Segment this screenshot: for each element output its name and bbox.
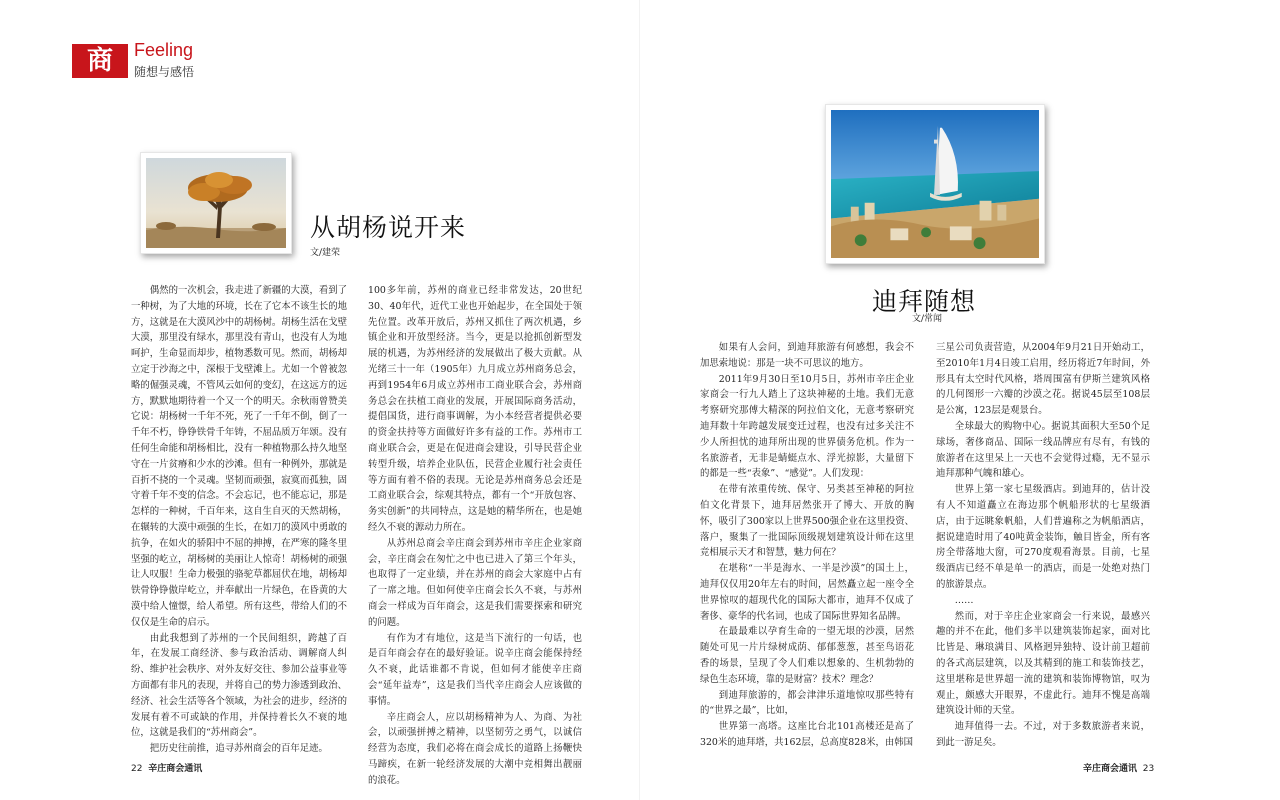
paragraph: 然而，对于辛庄企业家商会一行来说，最感兴趣的并不在此，他们多半以建筑装饰起家，面对比比皆是、琳琅满目、风格迥异独特、设计前卫超前的各式高层建筑，以及其精到的施工和装饰技艺，这里堪称是世界超一流的建筑和装饰博物馆，叹为观止，颇感大开眼界，不虚此行。迪拜不愧是高端建筑设计师的天堂。 xyxy=(936,610,1150,717)
populus-tree-photo xyxy=(140,152,292,254)
right-article-title: 迪拜随想 xyxy=(872,287,977,316)
page-number: 23 xyxy=(1142,764,1155,774)
right-article-column-2 xyxy=(936,340,1150,751)
section-title: Feeling xyxy=(134,40,194,60)
paragraph: 偶然的一次机会，我走进了新疆的大漠，看到了一种树，为了大地的环境，长在了它本不该生长的地方，这就是在大漠风沙中的胡杨树。胡杨生活在戈壁大漠，那里没有绿水，那里没有青山，也没有人为地呵护，生命显而却步，植物悉数可见。然而，胡杨却立定于沙海之中，深根于戈壁滩上。尤如一个曾被忽略的倔强灵魂，不管风云如何的变幻，在这远方的远方，默默地期待着一个又一个的明天。余秋雨曾赞美它说：胡杨树一千年不死，死了一千年不倒，倒了一千年不朽，铮铮铁骨千年铸，不屈品质万年颂。没有任何生命能和胡杨相比，没有一种植物那么持久地坚守在一片贫瘠和少水的沙滩。但有一种例外，那就是百折不挠的一个灵魂。坚韧而顽强，寂寞而孤独，固守着千年不变的信念。不会忘记，也不能忘记，那是怎样的一种树，千百年来，这自生自灭的天然胡杨，在辗转的大漠中顽强的生长，在如刀的漠风中勇敢的抗争，在如火的骄阳中不屈的抻搏，在严寒的隆冬里坚强的屹立，胡杨树的美丽让人惊奇！胡杨树的顽强让人叹服！生命力极强的骆驼草都屈伏在地，胡杨却铁骨铮铮傲岸屹立，并奉献出一片绿色，在昏黄的大漠中给人憧憬，给人希望。所有这些，带给人们的不仅仅是生命的启示。 xyxy=(131,285,347,628)
paragraph: 在堪称“一半是海水、一半是沙漠”的国土上，迪拜仅仅用20年左右的时间，居然矗立起一座令全世界惊叹的超现代化的国际大都市，迪拜不仅成了奢侈、豪华的代名词，也成了国际世界知名品牌。 xyxy=(700,563,914,622)
paragraph: 由此我想到了苏州的一个民间组织，跨越了百年，在发展工商经济、参与政治活动、调解商人纠纷、维护社会秩序、对外友好交往、参加公益事业等方面都有非凡的表现，并将自己的势力渗透到政治、经济、社会生活等各个领域，为社会的进步，经济的发展有着不可或缺的作用，并保持着长久不衰的地位，这就是我们的“苏州商会”。 xyxy=(131,632,347,739)
left-folio xyxy=(131,761,202,774)
paragraph: 世界第一高塔。这座比台北101高楼还是高了320米的迪拜塔，共162层，总高度828米，由韩国 xyxy=(700,721,914,748)
paragraph: 辛庄商会人，应以胡杨精神为人、为商、为社会，以顽强拼搏之精神，以坚韧劳之勇气，以诚信经营为态度，我们必将在商会成长的道路上扬鞭快马蹄疾，在新一轮经济发展的大潮中竞相舞出靓丽的浪花。 xyxy=(368,711,582,786)
paragraph: 如果有人会问，到迪拜旅游有何感想，我会不加思索地说：那是一块不可思议的地方。 xyxy=(700,342,914,369)
section-subtitle: 随想与感悟 xyxy=(134,65,195,79)
paragraph: 把历史往前推，追寻苏州商会的百年足迹。 xyxy=(149,743,328,755)
paragraph: …… xyxy=(954,594,974,606)
left-article-column-2 xyxy=(368,283,582,789)
paragraph: 在最最难以孕育生命的一望无垠的沙漠，居然随处可见一片片绿树成荫、郁郁葱葱，甚至鸟语花香的场景，呈现了令人们难以想象的、生机勃勃的绿色生态环境，靠的是财富？技术？理念？ xyxy=(700,626,914,685)
paragraph: 100多年前，苏州的商业已经非常发达，20世纪30、40年代，近代工业也开始起步，在全国处于领先位置。改革开放后，苏州又抓住了两次机遇，乡镇企业和开放型经济。当今，更是以抢抓创新型发展的机遇，为苏州经济的发展做出了极大贡献。从光绪三十一年（1905年）九月成立苏州商务总会，再到1954年6月成立苏州市工商业联合会，苏州商务总会在扶植工商业的发展，开展国际商务活动，提倡国货，进行商事调解，为小本经营者提供必要的资金扶持等方面做好许多有益的工作。苏州市工商业联合会，更是在促进商会建设，引导民营企业转型升级，培养企业队伍，民营企业履行社会责任等方面有着不俗的表现。无论是苏州商务总会还是工商业联合会，综观其特点，都有一个“开放包容、务实创新”的共同特点，这是她的精华所在，也是她经久不衰的源动力所在。 xyxy=(368,285,582,533)
right-article-column-1 xyxy=(700,340,914,751)
paragraph: 从苏州总商会辛庄商会到苏州市辛庄企业家商会，辛庄商会在匆忙之中也已进入了第三个年头，也取得了一定业绩，并在苏州的商会大家庭中占有了一席之地。但如何使辛庄商会长久不衰，与苏州商会一样成为百年商会，这是我们需要探索和研究的问题。 xyxy=(368,537,582,628)
section-logo-icon: 商 xyxy=(72,44,128,78)
page-number: 22 xyxy=(131,764,143,774)
left-article-title: 从胡杨说开来 xyxy=(310,213,467,242)
paragraph: 有作为才有地位，这是当下流行的一句话，也是百年商会存在的最好验证。说辛庄商会能保持经久不衰，此话谁都不肯说，但如何才能使辛庄商会“延年益寿”，这是我们当代辛庄商会人应该做的事情。 xyxy=(368,632,582,707)
burj-al-arab-photo xyxy=(825,104,1045,264)
page-gutter xyxy=(639,0,640,800)
magazine-name: 辛庄商会通讯 xyxy=(148,764,203,774)
paragraph: 三星公司负责营造，从2004年9月21日开始动工，至2010年1月4日竣工启用，经历将近7年时间，外形具有太空时代风格，塔周围富有伊斯兰建筑风格的几何图形一六瓣的沙漠之花。据说45层至108层是公寓，123层是观景台。 xyxy=(936,342,1150,417)
paragraph: 世界上第一家七星级酒店。到迪拜的，估计没有人不知道矗立在海边那个帆船形状的七星级酒店，由于远眺象帆船，人们普遍称之为帆船酒店，据说建造时用了40吨黄金装饰，触目皆金，所有客房全带落地大窗，可270度观看海景。目前，七星级酒店已经不单是单一的酒店，而是一处绝对热门的旅游景点。 xyxy=(936,484,1150,590)
paragraph: 2011年9月30日至10月5日，苏州市辛庄企业家商会一行九人踏上了这块神秘的土地。我们无意考察研究那傅大精深的阿拉伯文化，无意考察研究迪拜数十年跨越发展变迁过程，也没有过多关注不少人所担忧的迪拜所出现的世界债务危机。作为一名旅游者，无非是蜻蜓点水、浮光掠影，大量留下的都是一些“表象”、“感觉”。人们发现： xyxy=(700,373,914,480)
right-article-byline: 文/常闻 xyxy=(912,314,943,324)
paragraph: 全球最大的购物中心。据说其面积大至50个足球场，奢侈商品、国际一线品牌应有尽有，有钱的旅游者在这里呆上一天也不会觉得过瘾，无不显示迪拜那种气魄和雄心。 xyxy=(936,420,1150,480)
left-article-column-1 xyxy=(131,283,347,757)
left-article-byline: 文/建荣 xyxy=(310,248,341,258)
right-folio xyxy=(1083,761,1154,774)
paragraph: 到迪拜旅游的，都会津津乐道地惊叹那些特有的“世界之最”，比如， xyxy=(700,689,914,717)
paragraph: 迪拜值得一去。不过，对于多数旅游者来说，到此一游足矣。 xyxy=(936,721,1150,748)
magazine-name: 辛庄商会通讯 xyxy=(1083,764,1138,774)
paragraph: 在带有浓重传统、保守、另类甚至神秘的阿拉伯文化背景下，迪拜居然张开了博大、开放的胸怀，吸引了300家以上世界500强企业在这里投资、落户，聚集了一批国际顶级规划建筑设计师在这里竞相展示天才和智慧，魅力何在？ xyxy=(700,484,914,559)
